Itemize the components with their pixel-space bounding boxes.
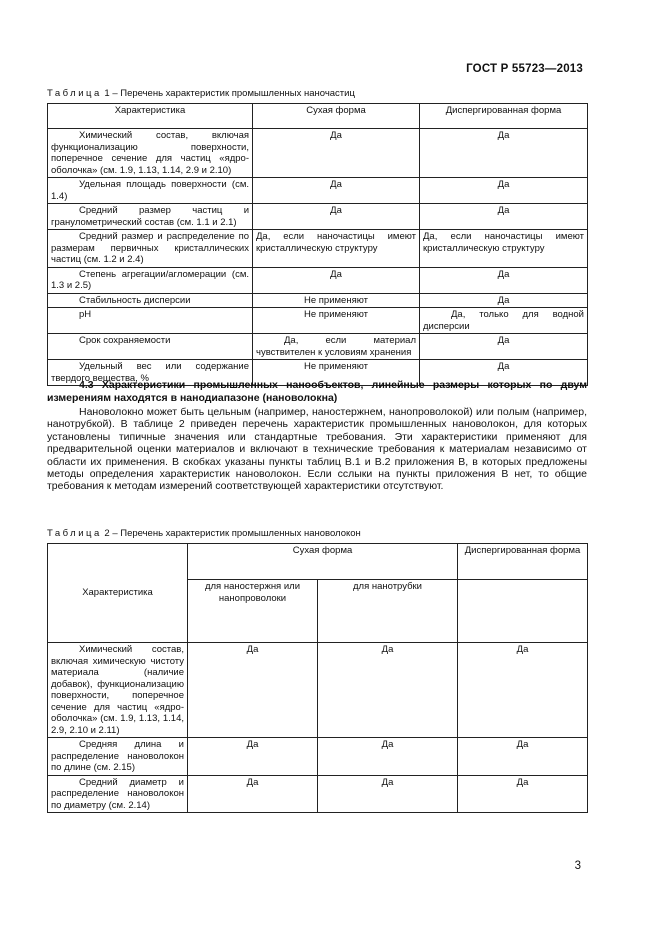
table1-cell-dry: Да xyxy=(253,129,420,178)
table1-cell-dispersed: Да, если наночастицы имеют кристаллическую структуру xyxy=(420,230,588,268)
table1-cell-char: Степень агрегации/агломерации (см. 1.3 и 2.5) xyxy=(48,267,253,293)
table2-cell-dispersed: Да xyxy=(458,738,588,776)
table1-cell-dispersed: Да xyxy=(420,267,588,293)
table-row xyxy=(48,230,588,268)
table2-header-characteristic: Характеристика xyxy=(48,544,188,643)
table1-caption-label: Таблица xyxy=(47,88,102,99)
table2-header-dry: Сухая форма xyxy=(188,544,458,580)
table-row xyxy=(48,293,588,308)
table2-cell-tubes: Да xyxy=(318,775,458,813)
table1-cell-dispersed: Да xyxy=(420,334,588,360)
section-4-3-title: 4.3 Характеристики промышленных нанообъектов, линейные размеры которых по двум измерениям находятся в нанодиапазоне (нановолокна) xyxy=(47,379,587,404)
table-row xyxy=(48,204,588,230)
table-row xyxy=(48,267,588,293)
table-row xyxy=(48,308,588,334)
table1-cell-dry: Да xyxy=(253,267,420,293)
table1-cell-dry: Не применяют xyxy=(253,308,420,334)
table2-subheader-rods: для наностержня или нанопроволоки xyxy=(188,580,318,643)
table1-cell-dispersed: Да xyxy=(420,129,588,178)
table1-cell-char: Удельная площадь поверхности (см. 1.4) xyxy=(48,178,253,204)
table2-cell-tubes: Да xyxy=(318,738,458,776)
table1-cell-char: Удельный вес или содержание твердого вещества, % xyxy=(48,360,253,386)
table1-cell-dry: Да xyxy=(253,178,420,204)
table2-cell-char: Средний диаметр и распределение нановолокон по диаметру (см. 2.14) xyxy=(48,775,188,813)
document-code: ГОСТ Р 55723—2013 xyxy=(466,63,583,75)
table1-cell-dispersed: Да, только для водной дисперсии xyxy=(420,308,588,334)
table2-subheader-tubes: для нанотрубки xyxy=(318,580,458,643)
table1-caption-text: 1 – Перечень характеристик промышленных наночастиц xyxy=(104,88,355,99)
table2-header-row-1 xyxy=(48,544,588,580)
table1-header-dispersed: Диспергированная форма xyxy=(420,104,588,129)
table2-cell-char: Химический состав, включая химическую чистоту материала (наличие добавок), функционализацию поверхности, поперечное сечение для частиц «ядро-оболочка» (см. 1.9, 1.13, 1.14, 2.9, 2.10 и 2.11) xyxy=(48,643,188,738)
table1-cell-dry: Да, если материал чувствителен к условиям хранения xyxy=(253,334,420,360)
table1-cell-dry: Да xyxy=(253,204,420,230)
table2-cell-tubes: Да xyxy=(318,643,458,738)
table1-header-row xyxy=(48,104,588,129)
table2-header-dispersed: Диспергированная форма xyxy=(458,544,588,580)
table1-cell-char: Химический состав, включая функционализацию поверхности, поперечное сечение для частиц «ядро-оболочка» (см. 1.9, 1.13, 1.14, 2.9 и 2.10) xyxy=(48,129,253,178)
table1-cell-char: Срок сохраняемости xyxy=(48,334,253,360)
table1-cell-dispersed: Да xyxy=(420,204,588,230)
table2-caption xyxy=(47,528,361,539)
page-number: 3 xyxy=(574,860,581,872)
table2-cell-dispersed: Да xyxy=(458,775,588,813)
table1-cell-dry: Не применяют xyxy=(253,293,420,308)
table1-header-dry: Сухая форма xyxy=(253,104,420,129)
table-row xyxy=(48,334,588,360)
table1-cell-char: pH xyxy=(48,308,253,334)
table1-cell-dispersed: Да xyxy=(420,360,588,386)
table-row xyxy=(48,738,588,776)
table1-cell-char: Средний размер и распределение по размерам первичных кристаллических частиц (см. 1.2 и 2.4) xyxy=(48,230,253,268)
table1-cell-dry: Да, если наночастицы имеют кристаллическую структуру xyxy=(253,230,420,268)
table2-caption-label: Таблица xyxy=(47,528,102,539)
table1-cell-dispersed: Да xyxy=(420,293,588,308)
table2-cell-char: Средняя длина и распределение нановолокон по длине (см. 2.15) xyxy=(48,738,188,776)
table1-cell-char: Стабильность дисперсии xyxy=(48,293,253,308)
table-row xyxy=(48,643,588,738)
table1-cell-dry: Не применяют xyxy=(253,360,420,386)
table-row xyxy=(48,178,588,204)
table1-caption xyxy=(47,88,355,99)
table-row xyxy=(48,129,588,178)
table2-subheader-empty xyxy=(458,580,588,643)
table2-caption-text: 2 – Перечень характеристик промышленных нановолокон xyxy=(104,528,361,539)
table1-header-characteristic: Характеристика xyxy=(48,104,253,129)
table1-cell-dispersed: Да xyxy=(420,178,588,204)
table2-cell-dispersed: Да xyxy=(458,643,588,738)
section-4-3-paragraph: Нановолокно может быть цельным (например, наностержнем, нанопроволокой) или полым (например, нанотрубкой). В таблице 2 приведен перечень характеристик промышленных нановолокон, для которых установлены типичные значения или стандартные требования. Эти характеристики применяют для предварительной оценки материалов и включают в технические требования к материалам независимо от области их применения. В скобках указаны пункты таблиц В.1 и В.2 приложения В, в которых предложены методы определения характеристик нановолокон. Если сслыки на пункты приложения В нет, то общие требования к методам измерений соответствующей характеристики отсутствуют. xyxy=(47,406,587,493)
table2-cell-rods: Да xyxy=(188,775,318,813)
table1 xyxy=(47,103,588,386)
table-row xyxy=(48,775,588,813)
table2-cell-rods: Да xyxy=(188,643,318,738)
table2 xyxy=(47,543,588,813)
table1-cell-char: Средний размер частиц и гранулометрический состав (см. 1.1 и 2.1) xyxy=(48,204,253,230)
table2-cell-rods: Да xyxy=(188,738,318,776)
